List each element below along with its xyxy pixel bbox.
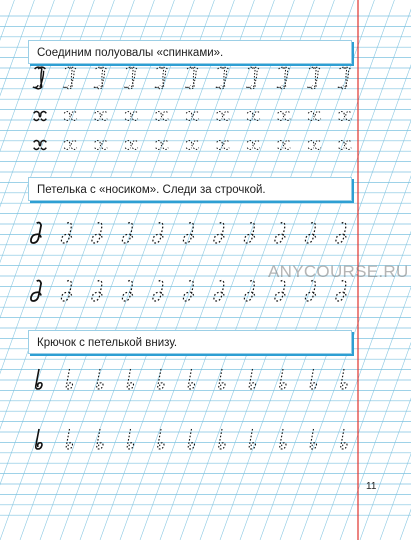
trace-letter — [97, 369, 103, 389]
trace-letter — [278, 112, 291, 121]
trace-letter — [341, 369, 347, 389]
trace-letter — [66, 369, 72, 389]
watermark: ANYCOURSE.RU — [268, 262, 409, 281]
exercise-row-loop-letter-2 — [31, 280, 346, 301]
trace-letter — [156, 112, 169, 121]
sample-letter — [36, 369, 42, 389]
trace-letter — [339, 141, 352, 150]
instruction-banner-3 — [28, 330, 352, 354]
trace-letter — [64, 141, 77, 150]
trace-letter — [61, 280, 71, 301]
trace-letter — [336, 222, 346, 243]
slant-line — [20, 0, 214, 540]
slant-line — [80, 0, 274, 540]
trace-letter — [94, 67, 107, 89]
trace-letter — [122, 222, 132, 243]
instruction-banner-1 — [28, 40, 352, 64]
trace-letter — [153, 222, 163, 243]
trace-letter — [214, 280, 224, 301]
trace-letter — [219, 369, 225, 389]
trace-letter — [246, 67, 259, 89]
slant-line — [100, 0, 294, 540]
trace-letter — [217, 141, 230, 150]
slant-line — [0, 0, 174, 540]
trace-letter — [125, 141, 138, 150]
trace-letter — [155, 67, 168, 89]
trace-letter — [92, 280, 102, 301]
trace-letter — [153, 280, 163, 301]
trace-letter — [217, 112, 230, 121]
slant-line — [0, 0, 14, 540]
slant-line — [0, 0, 194, 540]
trace-letter — [308, 112, 321, 121]
instruction-text-1: Соединим полуовалы «спинками». — [37, 47, 224, 59]
trace-letter — [338, 67, 351, 89]
trace-letter — [63, 67, 76, 89]
trace-letter — [247, 141, 260, 150]
trace-letter — [277, 67, 290, 89]
trace-letter — [275, 280, 285, 301]
trace-letter — [186, 141, 199, 150]
trace-letter — [339, 112, 352, 121]
exercise-row-loop-letter — [31, 222, 346, 243]
slant-line — [0, 0, 54, 540]
trace-letter — [127, 369, 133, 389]
instruction-text-2: Петелька с «носиком». Следи за строчкой. — [37, 184, 266, 196]
page-number: 11 — [366, 481, 377, 492]
trace-letter — [122, 280, 132, 301]
trace-letter — [249, 369, 255, 389]
instruction-banner-2 — [28, 177, 352, 201]
trace-letter — [188, 369, 194, 389]
trace-letter — [64, 112, 77, 121]
trace-letter — [158, 369, 164, 389]
trace-letter — [336, 280, 346, 301]
trace-letter — [308, 141, 321, 150]
trace-letter — [183, 222, 193, 243]
trace-letter — [278, 141, 291, 150]
slant-line — [0, 0, 94, 540]
slant-line — [40, 0, 234, 540]
trace-letter — [275, 222, 285, 243]
trace-letter — [185, 67, 198, 89]
slant-line — [0, 0, 134, 540]
instruction-text-3: Крючок с петелькой внизу. — [37, 337, 178, 349]
exercise-row-capital-x — [33, 67, 351, 89]
trace-letter — [61, 222, 71, 243]
sample-letter — [34, 141, 47, 150]
trace-letter — [95, 112, 108, 121]
trace-letter — [214, 222, 224, 243]
sample-letter — [34, 112, 47, 121]
sample-letter — [31, 222, 41, 243]
